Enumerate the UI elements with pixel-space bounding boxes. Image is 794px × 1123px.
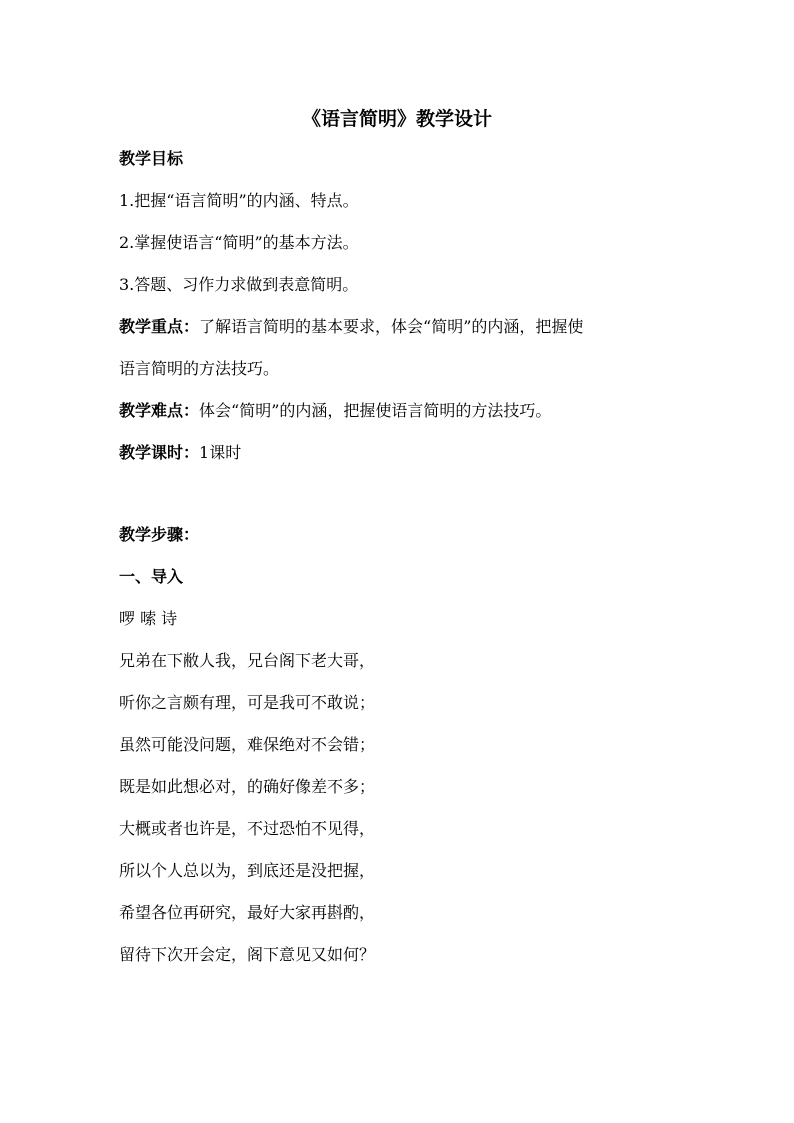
- poem-line-3: 虽然可能没问题，难保绝对不会错；: [119, 735, 376, 754]
- poem-line-2: 听你之言颇有理，可是我可不敢说；: [119, 693, 376, 712]
- poem-line-1: 兄弟在下敝人我，兄台阁下老大哥，: [119, 651, 376, 670]
- difficulties-label: 教学难点：: [119, 401, 200, 420]
- objective-item-1: 1.把握“语言简明”的内涵、特点。: [119, 191, 359, 210]
- key-points-text: 了解语言简明的基本要求，体会“简明”的内涵，把握使: [199, 317, 584, 336]
- class-hours-text: 1课时: [199, 443, 242, 462]
- section-heading-intro: 一、导入: [119, 567, 184, 586]
- class-hours-line: [119, 440, 241, 466]
- steps-heading: 教学步骤：: [119, 525, 200, 544]
- class-hours-label: 教学课时：: [119, 443, 200, 462]
- objectives-heading: 教学目标: [119, 149, 184, 168]
- objective-item-3: 3.答题、习作力求做到表意简明。: [119, 275, 359, 294]
- key-points-line-1: [119, 314, 583, 340]
- difficulties-line: [119, 398, 551, 424]
- poem-line-8: 留待下次开会定，阁下意见又如何？: [119, 945, 376, 964]
- document-title: 《语言简明》教学设计: [301, 108, 492, 130]
- poem-line-7: 希望各位再研究，最好大家再斟酌，: [119, 903, 376, 922]
- key-points-line-2: 语言简明的方法技巧。: [119, 359, 280, 378]
- difficulties-text: 体会“简明”的内涵，把握使语言简明的方法技巧。: [199, 401, 552, 420]
- poem-title: 啰 嗦 诗: [119, 609, 178, 628]
- objective-item-2: 2.掌握使语言“简明”的基本方法。: [119, 233, 359, 252]
- poem-line-6: 所以个人总以为，到底还是没把握，: [119, 861, 376, 880]
- poem-line-4: 既是如此想必对，的确好像差不多；: [119, 777, 376, 796]
- poem-line-5: 大概或者也许是，不过恐怕不见得，: [119, 819, 376, 838]
- key-points-label: 教学重点：: [119, 317, 200, 336]
